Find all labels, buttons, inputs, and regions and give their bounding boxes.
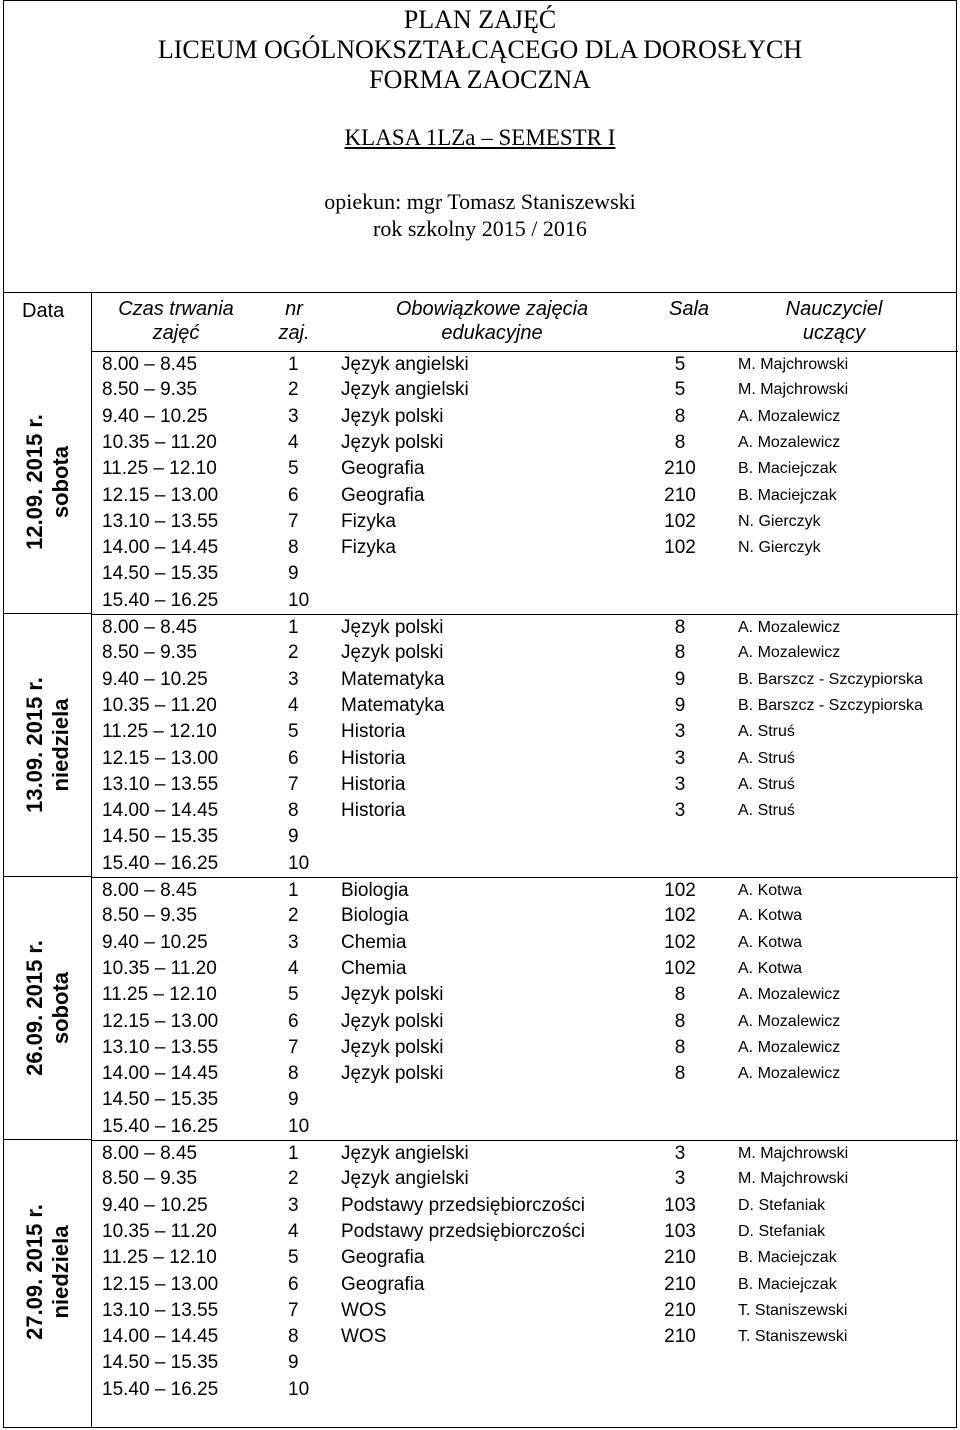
lesson-number-cell: 3 xyxy=(288,1194,299,1216)
time-cell: 14.50 – 15.35 xyxy=(102,1352,219,1374)
table-row xyxy=(92,1140,958,1167)
lesson-number-cell: 5 xyxy=(288,721,299,743)
lesson-number-cell: 6 xyxy=(288,1273,299,1295)
subject-cell: Historia xyxy=(341,747,406,769)
room-cell: 210 xyxy=(664,458,696,480)
col-header-teacher-line2: uczący xyxy=(802,322,866,344)
schedule-document xyxy=(3,0,957,1428)
time-cell: 14.00 – 14.45 xyxy=(102,800,219,822)
teacher-cell: B. Maciejczak xyxy=(738,460,837,478)
lesson-number-cell: 3 xyxy=(288,931,299,953)
lesson-number-cell: 1 xyxy=(288,1143,299,1164)
day-block xyxy=(4,351,91,614)
lesson-number-cell: 1 xyxy=(288,880,299,901)
lesson-number-cell: 7 xyxy=(288,1036,299,1058)
room-cell: 210 xyxy=(664,1273,696,1295)
teacher-cell: A. Mozalewicz xyxy=(738,1012,841,1030)
day-date: 12.09. 2015 r. xyxy=(21,414,47,550)
room-cell: 3 xyxy=(674,721,686,743)
room-cell: 8 xyxy=(674,405,686,427)
day-date: 26.09. 2015 r. xyxy=(21,940,47,1076)
day-weekday: sobota xyxy=(47,445,73,519)
teacher-cell: N. Gierczyk xyxy=(738,512,821,530)
time-cell: 9.40 – 10.25 xyxy=(102,405,208,427)
time-cell: 12.15 – 13.00 xyxy=(102,1010,219,1032)
time-cell: 11.25 – 12.10 xyxy=(102,721,217,743)
col-header-time-line2: zajęć xyxy=(152,322,200,344)
table-row xyxy=(92,1087,958,1113)
column-headers xyxy=(4,293,956,351)
subject-cell: Geografia xyxy=(341,484,425,506)
subject-cell: Geografia xyxy=(341,1247,425,1269)
room-cell: 103 xyxy=(664,1220,696,1242)
subject-cell: Biologia xyxy=(341,880,409,901)
subject-cell: Biologia xyxy=(341,905,409,927)
col-header-teacher-line1: Nauczyciel xyxy=(785,298,883,320)
lesson-number-cell: 8 xyxy=(288,1326,299,1348)
time-cell: 10.35 – 11.20 xyxy=(102,957,217,979)
lesson-number-cell: 3 xyxy=(288,668,299,690)
col-header-nr-line2: zaj. xyxy=(278,322,310,344)
table-row xyxy=(92,430,958,456)
teacher-cell: A. Kotwa xyxy=(738,882,803,899)
time-cell: 11.25 – 12.10 xyxy=(102,1247,217,1269)
subject-cell: Język polski xyxy=(341,1063,444,1085)
teacher-cell: B. Maciejczak xyxy=(738,1275,837,1293)
teacher-cell: M. Majchrowski xyxy=(738,381,849,399)
subject-cell: Język polski xyxy=(341,431,444,453)
subject-cell: Fizyka xyxy=(341,510,396,532)
room-cell: 3 xyxy=(674,773,686,795)
table-row xyxy=(92,614,958,641)
table-row xyxy=(92,1377,958,1403)
room-cell: 102 xyxy=(664,510,696,532)
lesson-number-cell: 4 xyxy=(288,431,299,453)
teacher-cell: A. Struś xyxy=(738,749,795,767)
time-cell: 14.00 – 14.45 xyxy=(102,537,219,559)
time-cell: 9.40 – 10.25 xyxy=(102,931,208,953)
table-row xyxy=(92,456,958,482)
room-cell: 8 xyxy=(674,431,686,453)
table-row xyxy=(92,956,958,982)
time-cell: 12.15 – 13.00 xyxy=(102,484,219,506)
subject-cell: Język angielski xyxy=(341,354,469,375)
title-line-1: PLAN ZAJĘĆ xyxy=(403,5,557,34)
time-cell: 13.10 – 13.55 xyxy=(102,1036,219,1058)
col-header-time xyxy=(106,297,246,345)
teacher-cell: A. Mozalewicz xyxy=(738,644,841,662)
subject-cell: Język polski xyxy=(341,984,444,1006)
subject-cell: Chemia xyxy=(341,957,407,979)
lesson-number-cell: 5 xyxy=(288,458,299,480)
lesson-number-cell: 2 xyxy=(288,1168,299,1190)
room-cell: 102 xyxy=(664,880,696,901)
room-cell: 102 xyxy=(664,905,696,927)
day-block xyxy=(4,1140,91,1403)
lesson-number-cell: 7 xyxy=(288,510,299,532)
time-cell: 13.10 – 13.55 xyxy=(102,510,219,532)
room-cell: 5 xyxy=(674,379,686,401)
table-row xyxy=(92,1219,958,1245)
time-cell: 10.35 – 11.20 xyxy=(102,431,217,453)
lesson-number-cell: 6 xyxy=(288,747,299,769)
class-semester-line: KLASA 1LZa – SEMESTR I xyxy=(344,125,616,150)
col-header-subject-line2: edukacyjne xyxy=(441,322,543,344)
subject-cell: Matematyka xyxy=(341,668,445,690)
lesson-number-cell: 2 xyxy=(288,905,299,927)
room-cell: 8 xyxy=(674,1063,686,1085)
subject-cell: Język polski xyxy=(341,1036,444,1058)
table-row xyxy=(92,561,958,587)
room-cell: 3 xyxy=(674,747,686,769)
subject-cell: Język angielski xyxy=(341,1143,469,1164)
time-cell: 14.50 – 15.35 xyxy=(102,1089,219,1111)
time-cell: 12.15 – 13.00 xyxy=(102,747,219,769)
table-row xyxy=(92,1193,958,1219)
room-cell: 210 xyxy=(664,484,696,506)
lesson-number-cell: 10 xyxy=(288,852,310,874)
day-label xyxy=(22,414,74,550)
table-row xyxy=(92,351,958,378)
room-cell: 102 xyxy=(664,537,696,559)
table-row xyxy=(92,1035,958,1061)
subject-cell: WOS xyxy=(341,1326,387,1348)
lesson-number-cell: 9 xyxy=(288,826,299,848)
room-cell: 8 xyxy=(674,617,686,638)
title-line-2: LICEUM OGÓLNOKSZTAŁCĄCEGO DLA DOROSŁYCH xyxy=(157,35,803,64)
col-header-date: Data xyxy=(22,300,65,322)
time-cell: 14.50 – 15.35 xyxy=(102,826,219,848)
day-weekday: niedziela xyxy=(47,698,73,792)
lesson-number-cell: 8 xyxy=(288,800,299,822)
teacher-cell: A. Struś xyxy=(738,802,795,820)
lesson-number-cell: 4 xyxy=(288,694,299,716)
teacher-cell: D. Stefaniak xyxy=(738,1196,826,1214)
table-row xyxy=(92,719,958,745)
day-label xyxy=(22,1204,74,1340)
table-row xyxy=(92,1061,958,1087)
subject-cell: Język polski xyxy=(341,405,444,427)
table-row xyxy=(92,588,958,614)
table-row xyxy=(92,851,958,877)
table-row xyxy=(92,1272,958,1298)
time-cell: 15.40 – 16.25 xyxy=(102,1378,219,1400)
subject-cell: Język polski xyxy=(341,642,444,664)
day-label xyxy=(22,940,74,1076)
table-row xyxy=(92,1298,958,1324)
table-row xyxy=(92,877,958,904)
room-cell: 5 xyxy=(674,354,686,375)
time-cell: 14.00 – 14.45 xyxy=(102,1326,219,1348)
lesson-number-cell: 2 xyxy=(288,379,299,401)
subject-cell: Język angielski xyxy=(341,1168,469,1190)
time-cell: 13.10 – 13.55 xyxy=(102,1299,219,1321)
table-row xyxy=(92,404,958,430)
subject-cell: Historia xyxy=(341,773,406,795)
table-row xyxy=(92,824,958,850)
table-row xyxy=(92,982,958,1008)
time-cell: 9.40 – 10.25 xyxy=(102,668,208,690)
document-header xyxy=(4,1,956,293)
table-row xyxy=(92,667,958,693)
teacher-cell: B. Maciejczak xyxy=(738,1249,837,1267)
room-cell: 103 xyxy=(664,1194,696,1216)
teacher-cell: M. Majchrowski xyxy=(738,1170,849,1188)
teacher-cell: A. Kotwa xyxy=(738,959,803,977)
time-cell: 11.25 – 12.10 xyxy=(102,984,217,1006)
time-cell: 8.00 – 8.45 xyxy=(102,617,198,638)
time-cell: 14.00 – 14.45 xyxy=(102,1063,219,1085)
day-weekday: sobota xyxy=(47,971,73,1045)
table-row xyxy=(92,903,958,929)
lesson-number-cell: 1 xyxy=(288,354,299,375)
table-row xyxy=(92,746,958,772)
col-header-nr xyxy=(272,297,316,345)
lesson-number-cell: 2 xyxy=(288,642,299,664)
time-cell: 8.00 – 8.45 xyxy=(102,1143,198,1164)
time-cell: 15.40 – 16.25 xyxy=(102,589,219,611)
subject-cell: Chemia xyxy=(341,931,407,953)
time-cell: 8.50 – 9.35 xyxy=(102,379,198,401)
teacher-cell: T. Staniszewski xyxy=(738,1301,848,1319)
teacher-cell: M. Majchrowski xyxy=(738,356,849,373)
day-weekday: niedziela xyxy=(47,1225,73,1318)
subject-cell: WOS xyxy=(341,1299,387,1321)
subject-cell: Język angielski xyxy=(341,379,469,401)
day-date: 13.09. 2015 r. xyxy=(21,677,47,813)
table-row xyxy=(92,640,958,666)
table-row xyxy=(92,509,958,535)
time-cell: 12.15 – 13.00 xyxy=(102,1273,219,1295)
col-header-nr-line1: nr xyxy=(285,298,303,320)
col-header-subject-line1: Obowiązkowe zajęcia xyxy=(395,298,589,320)
lesson-number-cell: 4 xyxy=(288,957,299,979)
table-row xyxy=(92,1324,958,1350)
lesson-number-cell: 1 xyxy=(288,617,299,638)
room-cell: 3 xyxy=(674,1168,686,1190)
teacher-cell: A. Mozalewicz xyxy=(738,1038,841,1056)
room-cell: 8 xyxy=(674,642,686,664)
time-cell: 10.35 – 11.20 xyxy=(102,694,217,716)
col-header-teacher xyxy=(774,297,894,345)
lesson-number-cell: 9 xyxy=(288,1089,299,1111)
lesson-number-cell: 3 xyxy=(288,405,299,427)
time-cell: 11.25 – 12.10 xyxy=(102,458,217,480)
subject-cell: Podstawy przedsiębiorczości xyxy=(341,1194,585,1216)
time-cell: 9.40 – 10.25 xyxy=(102,1194,208,1216)
subject-cell: Historia xyxy=(341,721,406,743)
teacher-cell: A. Mozalewicz xyxy=(738,1065,841,1083)
subject-cell: Podstawy przedsiębiorczości xyxy=(341,1220,585,1242)
lesson-number-cell: 10 xyxy=(288,1115,310,1137)
date-column xyxy=(4,293,92,1427)
lesson-number-cell: 7 xyxy=(288,1299,299,1321)
teacher-cell: A. Mozalewicz xyxy=(738,407,841,425)
time-cell: 8.50 – 9.35 xyxy=(102,642,198,664)
teacher-cell: A. Mozalewicz xyxy=(738,986,841,1004)
table-row xyxy=(92,1009,958,1035)
room-cell: 8 xyxy=(674,984,686,1006)
teacher-cell: M. Majchrowski xyxy=(738,1145,849,1162)
time-cell: 15.40 – 16.25 xyxy=(102,1115,219,1137)
teacher-cell: A. Kotwa xyxy=(738,933,803,951)
table-row xyxy=(92,483,958,509)
time-cell: 14.50 – 15.35 xyxy=(102,563,219,585)
time-cell: 8.50 – 9.35 xyxy=(102,1168,198,1190)
teacher-cell: B. Barszcz - Szczypiorska xyxy=(738,670,923,688)
time-cell: 10.35 – 11.20 xyxy=(102,1220,217,1242)
table-row xyxy=(92,377,958,403)
day-date: 27.09. 2015 r. xyxy=(21,1203,47,1340)
teacher-cell: A. Mozalewicz xyxy=(738,433,841,451)
room-cell: 9 xyxy=(674,668,686,690)
time-cell: 8.50 – 9.35 xyxy=(102,905,198,927)
table-row xyxy=(92,798,958,824)
day-block xyxy=(4,614,91,877)
col-header-subject xyxy=(362,297,622,345)
lesson-number-cell: 9 xyxy=(288,1352,299,1374)
lesson-number-cell: 10 xyxy=(288,589,310,611)
table-row xyxy=(92,693,958,719)
room-cell: 210 xyxy=(664,1326,696,1348)
teacher-cell: A. Kotwa xyxy=(738,907,803,925)
subject-cell: Geografia xyxy=(341,458,425,480)
teacher-cell: B. Barszcz - Szczypiorska xyxy=(738,696,923,714)
room-cell: 210 xyxy=(664,1247,696,1269)
room-cell: 9 xyxy=(674,694,686,716)
subject-cell: Historia xyxy=(341,800,406,822)
teacher-cell: A. Struś xyxy=(738,723,795,741)
teacher-cell: T. Staniszewski xyxy=(738,1328,848,1346)
table-row xyxy=(92,1166,958,1192)
table-row xyxy=(92,930,958,956)
table-row xyxy=(92,772,958,798)
lesson-number-cell: 6 xyxy=(288,1010,299,1032)
time-cell: 8.00 – 8.45 xyxy=(102,880,198,901)
room-cell: 102 xyxy=(664,931,696,953)
teacher-cell: D. Stefaniak xyxy=(738,1222,826,1240)
lesson-number-cell: 6 xyxy=(288,484,299,506)
room-cell: 3 xyxy=(674,800,686,822)
room-cell: 102 xyxy=(664,957,696,979)
table-row xyxy=(92,1114,958,1140)
lesson-number-cell: 10 xyxy=(288,1378,310,1400)
time-cell: 8.00 – 8.45 xyxy=(102,354,198,375)
subject-cell: Język polski xyxy=(341,617,444,638)
teacher-cell: B. Maciejczak xyxy=(738,486,837,504)
subject-cell: Matematyka xyxy=(341,694,445,716)
room-cell: 8 xyxy=(674,1010,686,1032)
room-cell: 210 xyxy=(664,1299,696,1321)
subject-cell: Język polski xyxy=(341,1010,444,1032)
lesson-number-cell: 5 xyxy=(288,984,299,1006)
day-label xyxy=(22,677,74,813)
teacher-cell: A. Struś xyxy=(738,775,795,793)
lesson-number-cell: 4 xyxy=(288,1220,299,1242)
lesson-number-cell: 9 xyxy=(288,563,299,585)
teacher-cell: A. Mozalewicz xyxy=(738,619,841,636)
table-row xyxy=(92,1350,958,1376)
time-cell: 13.10 – 13.55 xyxy=(102,773,219,795)
room-cell: 3 xyxy=(674,1143,686,1164)
lesson-number-cell: 7 xyxy=(288,773,299,795)
teacher-cell: N. Gierczyk xyxy=(738,539,821,557)
room-cell: 8 xyxy=(674,1036,686,1058)
tutor-line: opiekun: mgr Tomasz Staniszewski xyxy=(324,189,636,214)
time-cell: 15.40 – 16.25 xyxy=(102,852,219,874)
day-block xyxy=(4,877,91,1140)
subject-cell: Fizyka xyxy=(341,537,396,559)
col-header-room: Sala xyxy=(668,298,710,320)
lesson-number-cell: 5 xyxy=(288,1247,299,1269)
title-line-3: FORMA ZAOCZNA xyxy=(369,65,591,94)
subject-cell: Geografia xyxy=(341,1273,425,1295)
lesson-number-cell: 8 xyxy=(288,537,299,559)
lesson-number-cell: 8 xyxy=(288,1063,299,1085)
table-row xyxy=(92,535,958,561)
col-header-time-line1: Czas trwania xyxy=(118,298,234,320)
table-row xyxy=(92,1245,958,1271)
school-year-line: rok szkolny 2015 / 2016 xyxy=(373,216,587,241)
